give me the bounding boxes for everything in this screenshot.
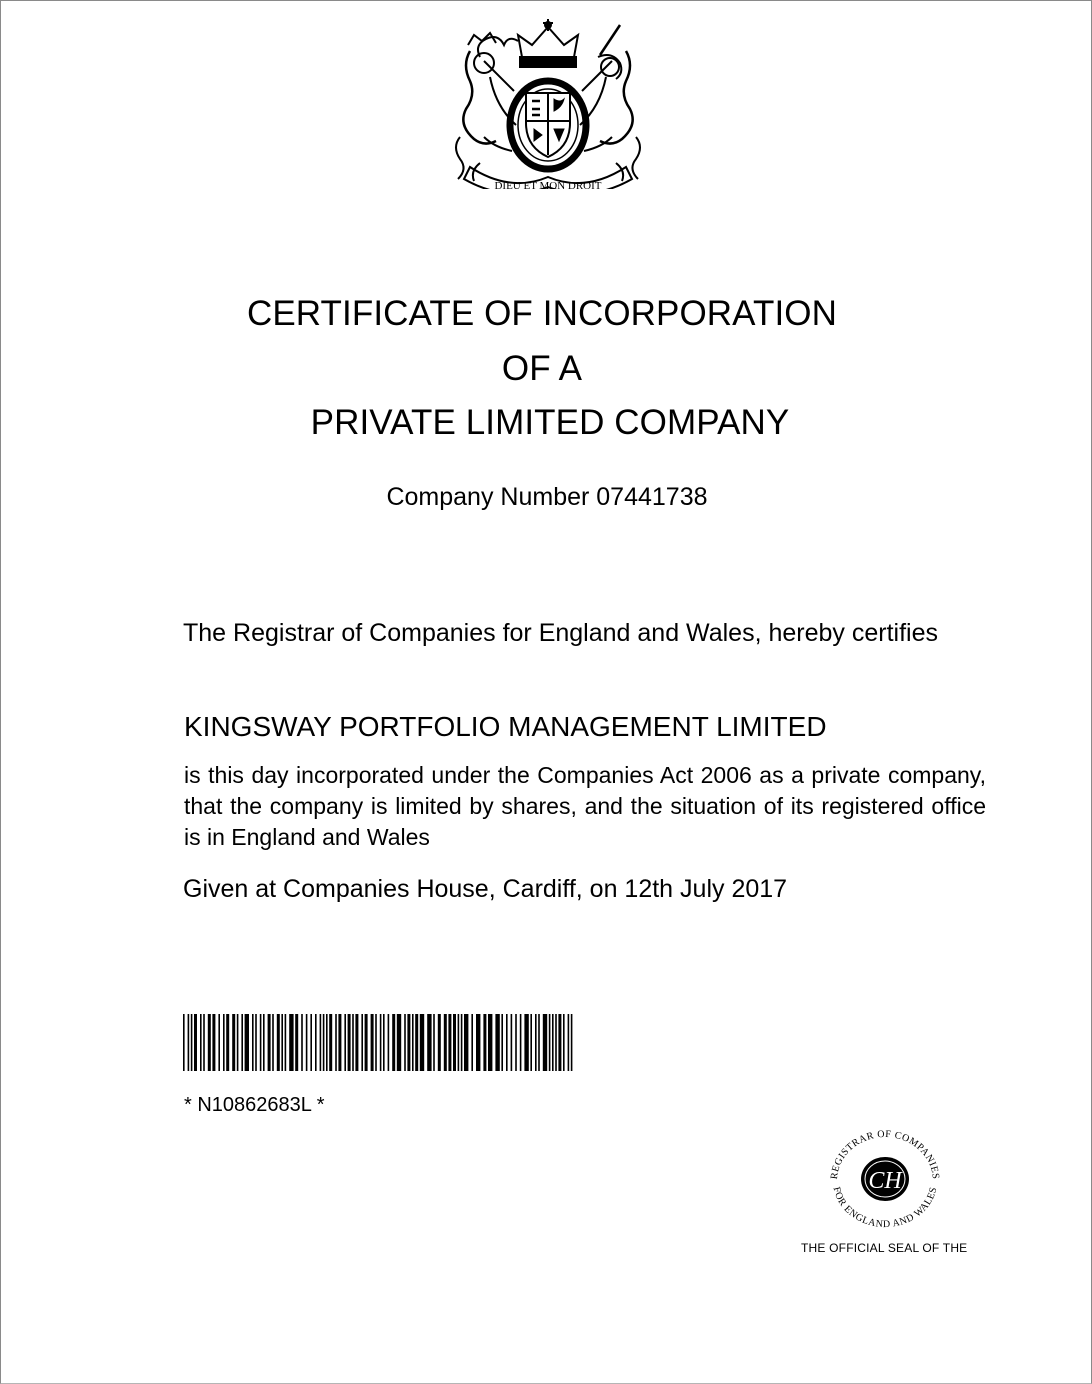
barcode-bar (315, 1014, 317, 1071)
barcode-bar (295, 1014, 298, 1071)
barcode-bar (212, 1014, 215, 1071)
barcode-bar (326, 1014, 328, 1071)
barcode-bar (558, 1014, 561, 1071)
companies-house-seal-icon (823, 1125, 947, 1229)
barcode-bar (464, 1014, 468, 1071)
barcode-bar (458, 1014, 460, 1071)
barcode-bar (268, 1014, 271, 1071)
barcode-bar (433, 1014, 435, 1071)
barcode-bar (281, 1014, 283, 1071)
barcode-bar (191, 1014, 193, 1071)
barcode-bar (392, 1014, 395, 1071)
barcode-bar (448, 1014, 451, 1071)
barcode-bar (365, 1014, 368, 1071)
barcode-bar (329, 1014, 332, 1071)
barcode-bar (252, 1014, 254, 1071)
registrar-certifies-text: The Registrar of Companies for England and Wales, hereby certifies (183, 619, 938, 647)
svg-text:DIEU ET MON DROIT: DIEU ET MON DROIT (494, 180, 602, 189)
barcode-bar (524, 1014, 528, 1071)
svg-text:CH: CH (868, 1168, 902, 1194)
barcode-bar (223, 1014, 225, 1071)
barcode-bar (208, 1014, 211, 1071)
barcode-bar (483, 1014, 486, 1071)
barcode-bar (348, 1014, 351, 1071)
barcode-bar (255, 1014, 257, 1071)
official-seal-caption: THE OFFICIAL SEAL OF THE (801, 1241, 968, 1255)
barcode-bar (218, 1014, 220, 1071)
certificate-title-line-2: OF A (501, 349, 583, 388)
barcode-bar (511, 1014, 513, 1071)
barcode-bar (476, 1014, 480, 1071)
barcode-bar (415, 1014, 418, 1071)
barcode-bar (226, 1014, 229, 1071)
barcode-bar (380, 1014, 382, 1071)
barcode-bar (388, 1014, 390, 1071)
barcode-bar (344, 1014, 346, 1071)
barcode-bar (453, 1014, 456, 1071)
barcode-bar (488, 1014, 492, 1071)
barcode-bar (188, 1014, 190, 1071)
barcode-bar (306, 1014, 308, 1071)
barcode-bar (232, 1014, 235, 1071)
barcode-icon (183, 1014, 575, 1071)
barcode-bar (194, 1014, 197, 1071)
barcode-bar (352, 1014, 354, 1071)
barcode-bar (530, 1014, 532, 1071)
barcode-bar (571, 1014, 573, 1071)
barcode-bar (444, 1014, 447, 1071)
barcode-bar (438, 1014, 441, 1071)
barcode-bar (407, 1014, 410, 1071)
barcode-bar (412, 1014, 414, 1071)
barcode-bar (272, 1014, 274, 1071)
barcode-bar (237, 1014, 239, 1071)
barcode-bar (515, 1014, 517, 1071)
barcode-bar (323, 1014, 325, 1071)
barcode-bar (200, 1014, 202, 1071)
barcode-bar (568, 1014, 570, 1071)
barcode-bar (461, 1014, 463, 1071)
barcode-bar (397, 1014, 401, 1071)
barcode-bar (552, 1014, 554, 1071)
barcode-bar (383, 1014, 385, 1071)
royal-coat-of-arms-icon (450, 17, 646, 189)
barcode-bar (506, 1014, 508, 1071)
barcode-bar (335, 1014, 337, 1071)
company-number: Company Number 07441738 (386, 483, 708, 511)
barcode-bar (241, 1014, 243, 1071)
barcode-bar (183, 1014, 185, 1071)
barcode-bar (289, 1014, 293, 1071)
given-at-text: Given at Companies House, Cardiff, on 12th July 2017 (183, 875, 788, 903)
barcode-bar (555, 1014, 557, 1071)
certificate-title-line-3: PRIVATE LIMITED COMPANY (310, 403, 790, 442)
barcode-bar (543, 1014, 547, 1071)
company-name: KINGSWAY PORTFOLIO MANAGEMENT LIMITED (184, 711, 827, 742)
barcode-number: * N10862683L * (184, 1094, 325, 1116)
barcode-bar (375, 1014, 377, 1071)
barcode-bar (320, 1014, 322, 1071)
svg-text:FOR ENGLAND AND WALES: FOR ENGLAND AND WALES (830, 1185, 940, 1229)
barcode-bar (245, 1014, 249, 1071)
certificate-title-line-1: CERTIFICATE OF INCORPORATION (246, 294, 838, 333)
barcode-bar (538, 1014, 540, 1071)
barcode-bar (549, 1014, 551, 1071)
svg-text:REGISTRAR OF COMPANIES: REGISTRAR OF COMPANIES (828, 1128, 942, 1180)
barcode-bar (427, 1014, 431, 1071)
barcode-bar (520, 1014, 522, 1071)
barcode-bar (277, 1014, 280, 1071)
barcode-bar (285, 1014, 287, 1071)
barcode-bar (361, 1014, 363, 1071)
barcode-bar (301, 1014, 303, 1071)
barcode-bar (203, 1014, 205, 1071)
barcode-bar (420, 1014, 424, 1071)
incorporation-statement: is this day incorporated under the Companies Act 2006 as a private company, that the company is limited by shares, and the situation of its registered office is in England and Wales (184, 762, 986, 850)
barcode-bar (263, 1014, 265, 1071)
barcode-bar (563, 1014, 565, 1071)
barcode-bar (471, 1014, 473, 1071)
barcode-bar (355, 1014, 358, 1071)
barcode-bar (535, 1014, 537, 1071)
barcode-bar (501, 1014, 503, 1071)
barcode-bar (371, 1014, 374, 1071)
barcode-bar (260, 1014, 262, 1071)
barcode-bar (310, 1014, 312, 1071)
barcode-bar (495, 1014, 499, 1071)
barcode-bar (404, 1014, 406, 1071)
barcode-bar (338, 1014, 341, 1071)
